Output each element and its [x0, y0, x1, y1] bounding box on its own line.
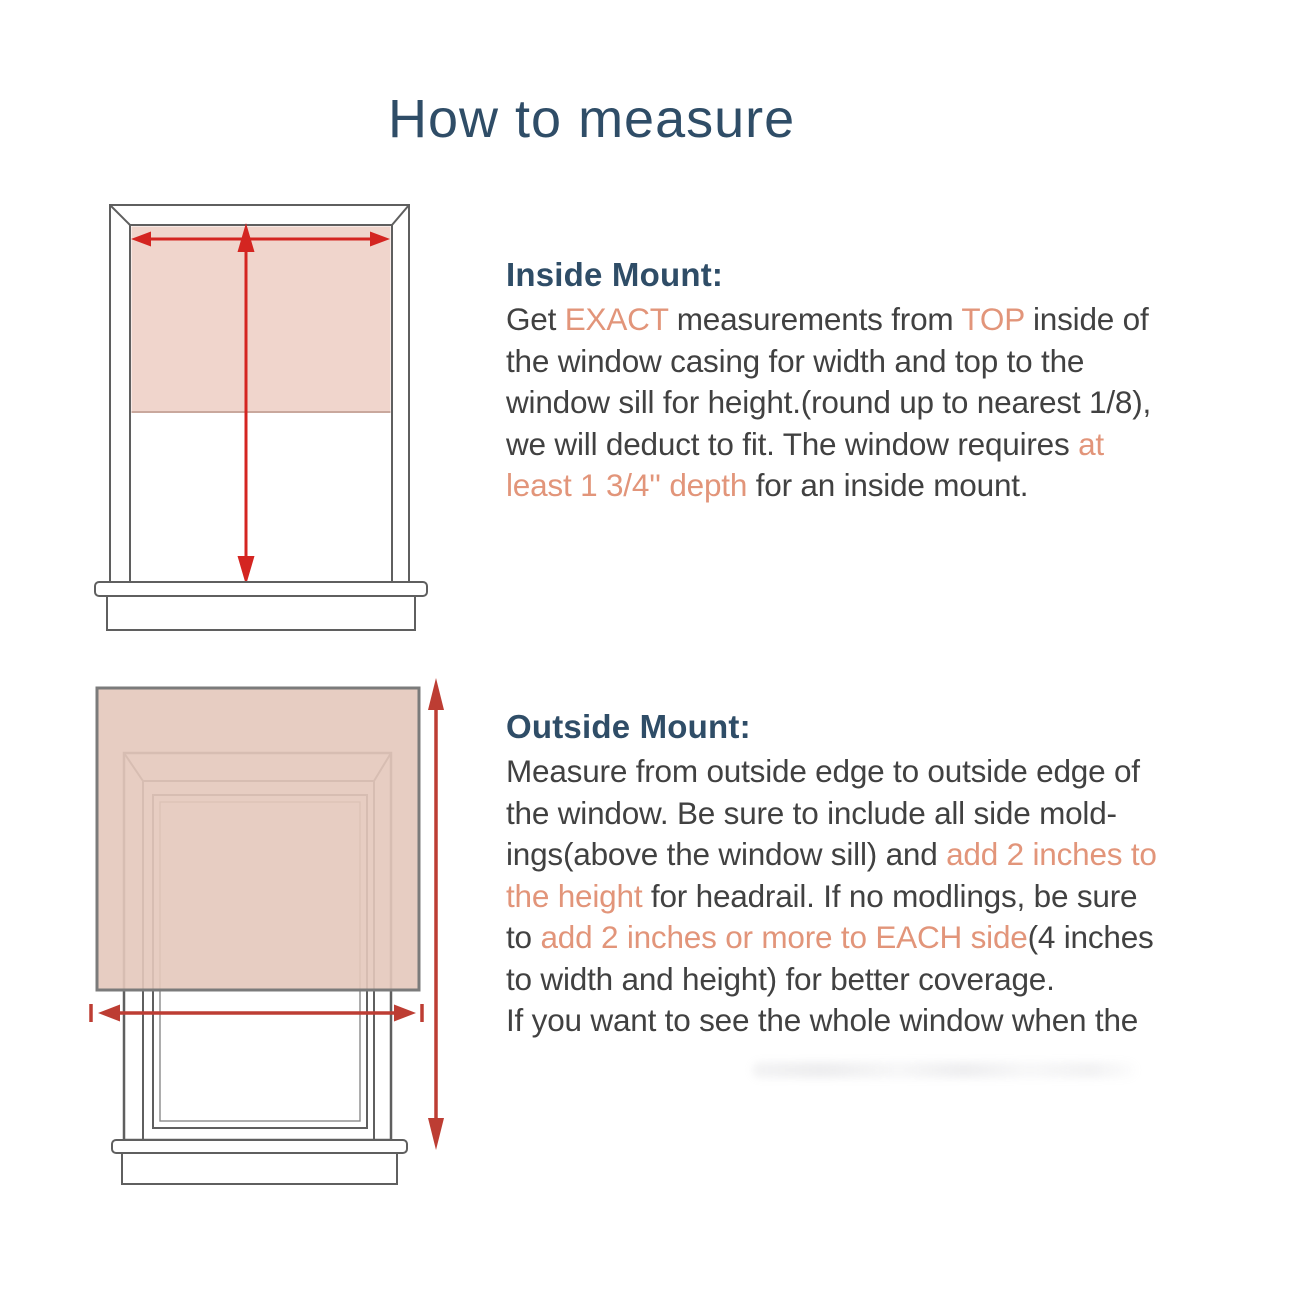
accent-text: add 2 inches or more to EACH side: [540, 919, 1028, 955]
text-line: [506, 1000, 1157, 1042]
body-text: for an inside mount.: [747, 467, 1029, 503]
text-line: [506, 341, 1151, 383]
accent-text: the height: [506, 877, 643, 914]
text-line: [506, 917, 1157, 959]
accent-text: add 2 inches to: [946, 836, 1157, 872]
shade-inside-mount: [132, 227, 391, 413]
outside-mount-heading: Outside Mount:: [506, 708, 751, 745]
body-text: measurements from: [668, 301, 962, 337]
page-title: How to measure: [388, 89, 796, 149]
body-text: for headrail. If no modlings, be sure: [642, 877, 1138, 914]
window-apron: [107, 596, 415, 630]
inside-mount-heading: Inside Mount:: [506, 256, 724, 293]
faded-text-artifact: [752, 1062, 1137, 1078]
window-sill: [112, 1140, 407, 1153]
accent-text: at: [1078, 425, 1104, 462]
body-text: the window casing for width and top to the: [506, 342, 1085, 379]
text-line: [506, 382, 1151, 424]
body-text: ings(above the window sill) and: [506, 836, 947, 872]
outside-mount-window-diagram: [80, 670, 450, 1190]
window-sill: [95, 582, 427, 596]
window-apron: [122, 1153, 397, 1184]
accent-text: TOP: [961, 301, 1025, 337]
body-text: If you want to see the whole window when the: [506, 1002, 1139, 1038]
inside-mount-window-diagram: [85, 198, 435, 638]
text-line: [506, 834, 1157, 876]
outside-mount-instructions: [506, 751, 1157, 1042]
body-text: to width and height) for better coverage.: [506, 960, 1055, 997]
text-line: [506, 465, 1151, 507]
inside-mount-instructions: [506, 299, 1151, 507]
body-text: window sill for height.(round up to nearest 1/8),: [506, 384, 1152, 420]
text-line: [506, 299, 1151, 341]
inside-mount-section: [506, 256, 1151, 507]
accent-text: EXACT: [564, 301, 669, 337]
text-line: [506, 424, 1151, 466]
text-line: [506, 793, 1157, 835]
body-text: inside of: [1024, 301, 1149, 337]
shade-outside-mount: [97, 688, 419, 990]
text-line: [506, 751, 1157, 793]
text-line: [506, 876, 1157, 918]
body-text: (4 inches: [1027, 919, 1154, 955]
accent-text: least 1 3/4'' depth: [506, 467, 748, 503]
body-text: to: [506, 919, 541, 955]
body-text: Get: [506, 301, 565, 337]
outside-mount-section: [506, 708, 1157, 1042]
body-text: we will deduct to fit. The window requires: [506, 425, 1079, 462]
height-measurement-arrow: [428, 678, 444, 1150]
body-text: Measure from outside edge to outside edge of: [506, 753, 1140, 789]
text-line: [506, 959, 1157, 1001]
body-text: the window. Be sure to include all side mold-: [506, 794, 1117, 831]
